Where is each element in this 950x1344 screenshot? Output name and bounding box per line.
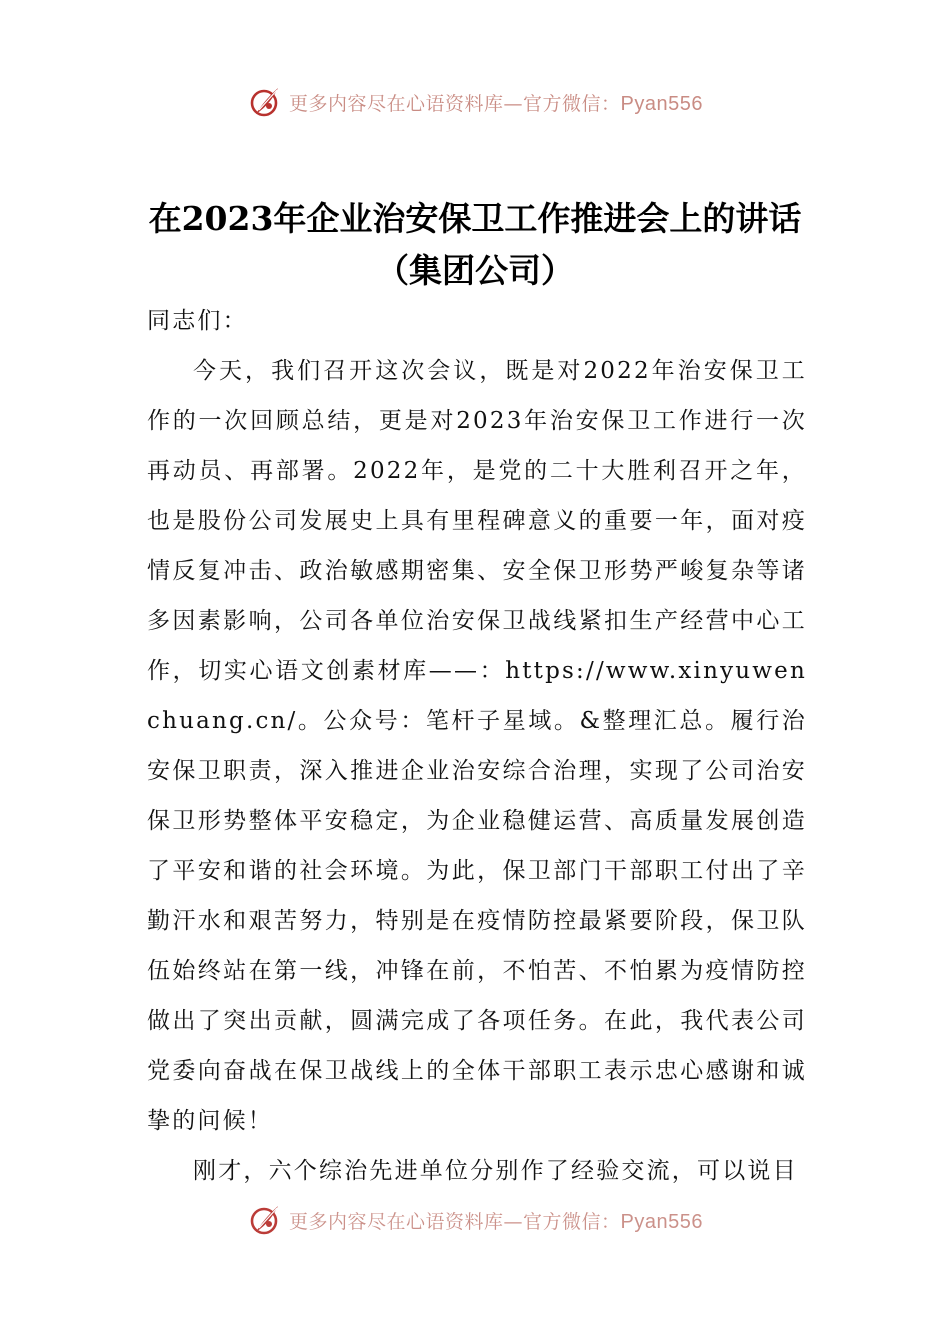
quill-logo-icon: [247, 84, 283, 120]
footer-banner-content: [247, 1204, 703, 1238]
header-banner-wechat-id: Pyan556: [620, 92, 703, 115]
document-title: 在2023年企业治安保卫工作推进会上的讲话（集团公司）: [148, 199, 802, 290]
header-banner: [0, 82, 950, 122]
footer-banner-text: [289, 1207, 703, 1234]
footer-banner: [0, 1204, 950, 1244]
salutation: 同志们：: [147, 308, 248, 334]
header-banner-slogan: 更多内容尽在心语资料库—官方微信：: [289, 92, 621, 115]
quill-logo-icon: [247, 1204, 283, 1238]
header-banner-content: [247, 84, 703, 120]
footer-banner-slogan: 更多内容尽在心语资料库—官方微信：: [289, 1210, 621, 1233]
header-banner-text: [289, 89, 703, 116]
document-body: [147, 296, 807, 1196]
footer-banner-wechat-id: Pyan556: [620, 1210, 703, 1233]
paragraph-2: 刚才，六个综治先进单位分别作了经验交流，可以说目: [193, 1158, 798, 1184]
paragraph-1: 今天，我们召开这次会议，既是对2022年治安保卫工作的一次回顾总结，更是对2023年治安保卫工作进行一次再动员、再部署。2022年，是党的二十大胜利召开之年，也是股份公司发展史上具有里程碑意义的重要一年，面对疫情反复冲击、政治敏感期密集、安全保卫形势严峻复杂等诸多因素影响，公司各单位治安保卫战线紧扣生产经营中心工作，切实心语文创素材库——：https://www.xinyuwenchuang.cn/。公众号：笔杆子星域。&整理汇总。履行治安保卫职责，深入推进企业治安综合治理，实现了公司治安保卫形势整体平安稳定，为企业稳健运营、高质量发展创造了平安和谐的社会环境。为此，保卫部门干部职工付出了辛勤汗水和艰苦努力，特别是在疫情防控最紧要阶段，保卫队伍始终站在第一线，冲锋在前，不怕苦、不怕累为疫情防控做出了突出贡献，圆满完成了各项任务。在此，我代表公司党委向奋战在保卫战线上的全体干部职工表示忠心感谢和诚挚的问候！: [147, 358, 807, 1134]
